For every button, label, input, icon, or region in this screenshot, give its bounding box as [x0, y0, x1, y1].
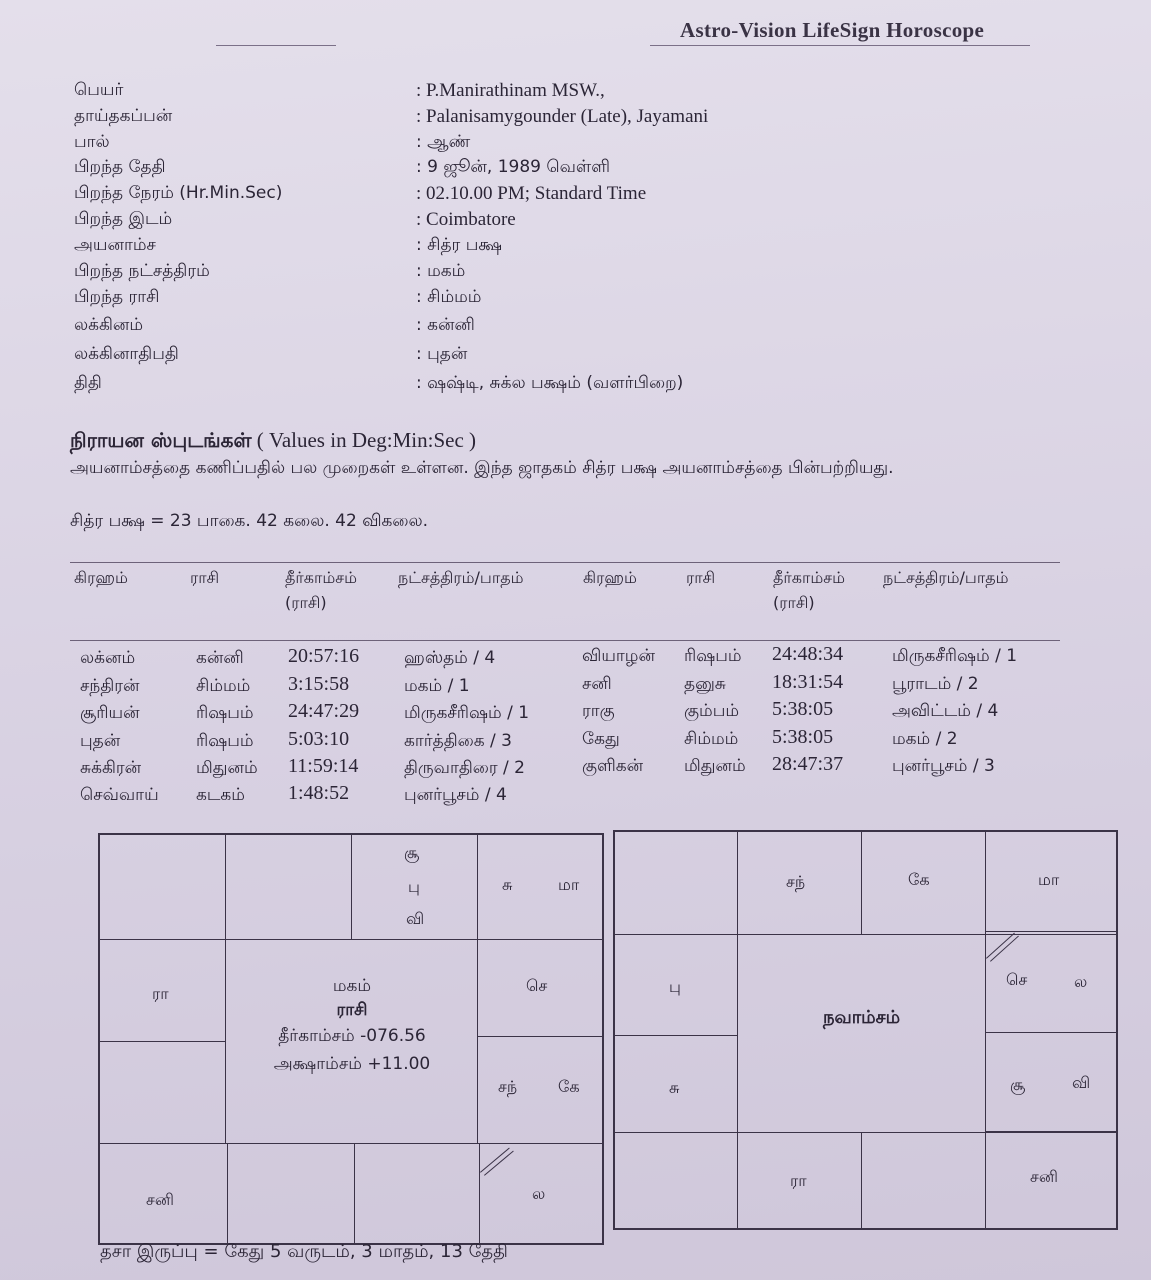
- rasi-planet: சந்: [498, 1077, 518, 1096]
- table-cell: கேது: [582, 729, 620, 749]
- table-header-cell: நட்சத்திரம்/பாதம்: [883, 568, 1009, 587]
- navamsa-house: [737, 1132, 862, 1229]
- navamsa-house: [861, 831, 986, 935]
- table-header-cell: கிரஹம்: [583, 568, 637, 587]
- ayanamsa-note: அயனாம்சத்தை கணிப்பதில் பல முறைகள் உள்ளன. இந்த ஜாதகம் சித்ர பக்ஷ அயனாம்சத்தை பின்பற்றியது.: [70, 458, 894, 478]
- rasi-house-11: [99, 939, 226, 1042]
- detail-label: தாய்தகப்பன்: [74, 106, 173, 126]
- table-cell: மிருகசீரிஷம் / 1: [892, 646, 1018, 666]
- table-cell: மிருகசீரிஷம் / 1: [404, 703, 530, 723]
- detail-label: பிறந்த தேதி: [74, 157, 166, 177]
- detail-value: : கன்னி: [416, 315, 475, 335]
- navamsa-house: [985, 931, 1117, 1033]
- detail-value: : மகம்: [416, 261, 466, 281]
- table-cell: 24:48:34: [772, 643, 844, 665]
- table-cell: 5:03:10: [288, 728, 350, 750]
- table-cell: 5:38:05: [772, 726, 834, 748]
- navamsa-house: [614, 831, 738, 935]
- detail-label: பெயர்: [74, 80, 124, 100]
- table-cell: புனர்பூசம் / 4: [404, 785, 507, 805]
- detail-value: : Palanisamygounder (Late), Jayamani: [416, 106, 709, 127]
- table-cell: ரிஷபம்: [684, 646, 742, 666]
- table-cell: மகம் / 1: [404, 676, 470, 696]
- detail-value: : 02.10.00 PM; Standard Time: [416, 183, 647, 204]
- rasi-house-2: [351, 834, 478, 940]
- table-cell: சிம்மம்: [684, 729, 739, 749]
- navamsa-planet: ரா: [790, 1171, 807, 1190]
- rasi-planet: மா: [558, 875, 580, 894]
- rasi-planet: ரா: [152, 984, 169, 1003]
- rasi-planet: வி: [406, 909, 425, 928]
- navamsa-center-label: நவாம்சம்: [822, 1007, 901, 1028]
- detail-value: : Coimbatore: [416, 209, 516, 230]
- table-cell: புதன்: [80, 731, 121, 751]
- table-cell: மகம் / 2: [892, 729, 958, 749]
- section-title-tamil: நிராயன ஸ்புடங்கள்: [70, 428, 252, 452]
- detail-label: பிறந்த ராசி: [74, 287, 160, 307]
- table-cell: லக்னம்: [80, 648, 136, 668]
- section-title: [70, 428, 476, 455]
- navamsa-planet: கே: [908, 870, 930, 889]
- rasi-chart: [98, 833, 604, 1245]
- table-header-cell: தீர்காம்சம் (ராசி): [285, 568, 357, 612]
- navamsa-house: [614, 1132, 738, 1229]
- navamsa-house: [985, 1032, 1117, 1132]
- detail-label: திதி: [74, 373, 102, 393]
- navamsa-planet: செ: [1006, 970, 1028, 989]
- rasi-house-1: [225, 834, 352, 940]
- navamsa-chart: [613, 830, 1118, 1230]
- table-cell: திருவாதிரை / 2: [404, 758, 525, 778]
- detail-value: : P.Manirathinam MSW.,: [416, 80, 605, 101]
- navamsa-house: [614, 1035, 738, 1133]
- table-cell: கன்னி: [196, 648, 244, 668]
- rasi-house-4: [477, 939, 603, 1037]
- table-cell: கடகம்: [196, 785, 245, 805]
- table-cell: குளிகன்: [582, 756, 644, 776]
- rasi-planet: சனி: [146, 1190, 174, 1209]
- table-cell: சுக்கிரன்: [80, 758, 142, 778]
- table-cell: ரிஷபம்: [196, 731, 254, 751]
- detail-value: : புதன்: [416, 344, 468, 364]
- table-cell: வியாழன்: [582, 646, 655, 666]
- table-cell: ஹஸ்தம் / 4: [404, 648, 496, 668]
- brand-title: Astro-Vision LifeSign Horoscope: [680, 18, 985, 42]
- rasi-planet: சு: [502, 875, 513, 894]
- rasi-house-6: [479, 1143, 603, 1244]
- table-cell: கும்பம்: [684, 701, 740, 721]
- dasa-balance: தசா இருப்பு = கேது 5 வருடம், 3 மாதம், 13 தேதி: [100, 1241, 508, 1262]
- table-cell: 28:47:37: [772, 753, 844, 775]
- table-cell: 3:15:58: [288, 673, 350, 695]
- navamsa-house: [985, 1132, 1117, 1229]
- table-header-rule: [70, 640, 1060, 641]
- table-cell: சந்திரன்: [80, 676, 140, 696]
- table-cell: ரிஷபம்: [196, 703, 254, 723]
- table-cell: 1:48:52: [288, 782, 350, 804]
- rasi-center-longitude: தீர்காம்சம் -076.56: [278, 1026, 426, 1046]
- navamsa-planet: மா: [1038, 870, 1060, 889]
- rasi-house-5: [477, 1036, 603, 1144]
- table-header-cell: கிரஹம்: [74, 568, 128, 587]
- navamsa-house: [737, 831, 862, 935]
- detail-label: பிறந்த இடம்: [74, 209, 173, 229]
- detail-label: பால்: [74, 132, 110, 152]
- rasi-house-3: [477, 834, 603, 940]
- table-cell: 11:59:14: [288, 755, 359, 777]
- header-rule-right: [650, 45, 1030, 46]
- lagna-mark: [480, 1148, 510, 1173]
- navamsa-planet: சனி: [1030, 1167, 1058, 1186]
- table-cell: சனி: [582, 674, 612, 694]
- navamsa-house: [614, 934, 738, 1036]
- detail-value: : சிம்மம்: [416, 287, 482, 307]
- table-cell: 18:31:54: [772, 671, 844, 693]
- rasi-house-10: [99, 1041, 226, 1144]
- lagna-mark: [986, 933, 1015, 959]
- rasi-center-star: மகம்: [332, 976, 372, 996]
- navamsa-planet: வி: [1072, 1073, 1091, 1092]
- table-cell: 24:47:29: [288, 700, 360, 722]
- table-cell: மிதுனம்: [196, 758, 258, 778]
- rasi-house-8: [227, 1143, 355, 1244]
- navamsa-planet: சூ: [1010, 1075, 1026, 1094]
- navamsa-house: [861, 1132, 986, 1229]
- table-cell: அவிட்டம் / 4: [892, 701, 999, 721]
- table-cell: செவ்வாய்: [80, 785, 159, 805]
- table-cell: சூரியன்: [80, 703, 140, 723]
- detail-label: லக்கினாதிபதி: [74, 344, 179, 364]
- table-header-cell: ராசி: [190, 568, 220, 587]
- rasi-house-7: [354, 1143, 480, 1244]
- detail-value: : ஷஷ்டி, சுக்ல பக்ஷம் (வளர்பிறை): [416, 373, 684, 393]
- detail-value: : சித்ர பக்ஷ: [416, 235, 502, 255]
- detail-value: : 9 ஜூன், 1989 வெள்ளி: [416, 157, 611, 177]
- table-cell: ராகு: [582, 701, 615, 721]
- section-title-english: ( Values in Deg:Min:Sec ): [251, 428, 477, 452]
- table-cell: புனர்பூசம் / 3: [892, 756, 995, 776]
- rasi-planet: சூ: [404, 843, 420, 862]
- table-cell: தனுசு: [684, 674, 726, 694]
- rasi-planet: ல: [532, 1184, 546, 1203]
- table-cell: 20:57:16: [288, 645, 360, 667]
- ayanamsa-value: சித்ர பக்ஷ = 23 பாகை. 42 கலை. 42 விகலை.: [70, 511, 429, 531]
- detail-label: லக்கினம்: [74, 315, 144, 335]
- rasi-center-latitude: அக்ஷாம்சம் +11.00: [273, 1054, 431, 1074]
- rasi-house-9: [99, 1143, 228, 1244]
- table-cell: 5:38:05: [772, 698, 834, 720]
- rasi-house-12: [99, 834, 226, 940]
- detail-value: : ஆண்: [416, 132, 471, 152]
- detail-label: அயனாம்ச: [74, 235, 156, 255]
- navamsa-planet: ல: [1074, 972, 1088, 991]
- navamsa-planet: பு: [669, 977, 681, 996]
- table-header-cell: ராசி: [686, 568, 716, 587]
- detail-label: பிறந்த நட்சத்திரம்: [74, 261, 210, 281]
- rasi-planet: கே: [558, 1077, 580, 1096]
- navamsa-planet: சந்: [786, 872, 806, 891]
- header-rule-left: [216, 45, 336, 46]
- table-cell: மிதுனம்: [684, 756, 746, 776]
- table-cell: சிம்மம்: [196, 676, 251, 696]
- table-cell: கார்த்திகை / 3: [404, 731, 512, 751]
- navamsa-house: [985, 831, 1117, 935]
- rasi-center-label: ராசி: [336, 1000, 368, 1020]
- rasi-center: [227, 974, 477, 1078]
- rasi-planet: பு: [408, 877, 420, 896]
- navamsa-planet: சு: [669, 1078, 680, 1097]
- table-cell: பூராடம் / 2: [892, 674, 979, 694]
- detail-label: பிறந்த நேரம் (Hr.Min.Sec): [74, 183, 283, 203]
- rasi-planet: செ: [526, 976, 548, 995]
- table-header-cell: நட்சத்திரம்/பாதம்: [398, 568, 524, 587]
- table-top-rule: [70, 562, 1060, 563]
- table-header-cell: தீர்காம்சம் (ராசி): [773, 568, 845, 612]
